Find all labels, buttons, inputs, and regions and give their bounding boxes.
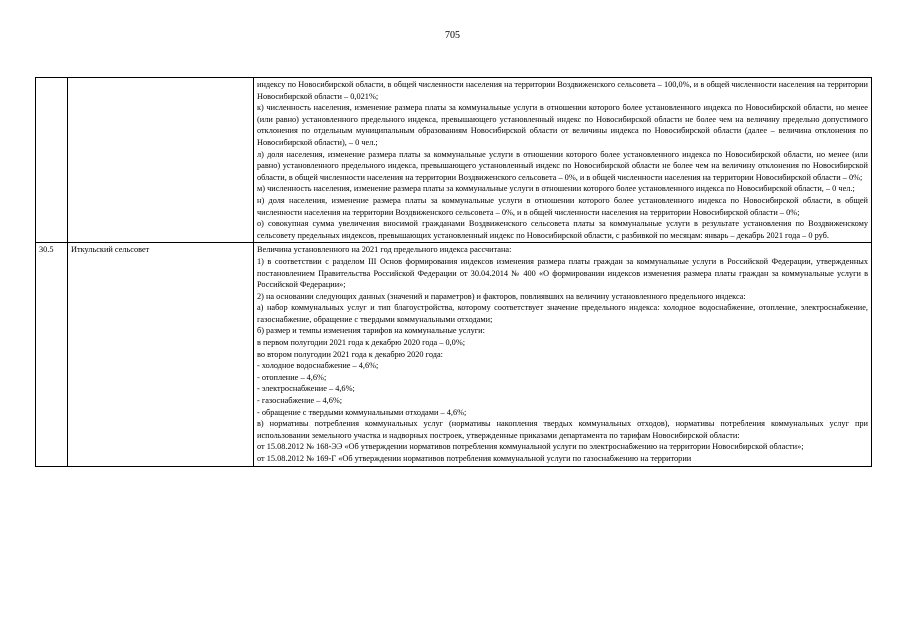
description-cell [254,78,872,243]
paragraph: в первом полугодии 2021 года к декабрю 2020 года – 0,0%; [257,338,466,348]
table-row [36,78,872,243]
paragraph: в) нормативы потребления коммунальных услуг (нормативы накопления твердых коммунальных отходов), нормативы потребления коммунальных услуг при использовании земельного участка и надворных построек, утвержденные приказами департамента по тарифам Новосибирской области: [257,419,868,440]
document-table-viewport [35,77,873,632]
paragraph: индексу по Новосибирской области, в общей численности населения на территории Воздвиженского сельсовета – 100,0%, и в общей численности населения на территории Новосибирской области – 0,021%; [257,80,868,101]
paragraph: - обращение с твердыми коммунальными отходами – 4,6%; [257,407,467,417]
paragraph: о) совокупная сумма увеличения вносимой гражданами Воздвиженского сельсовета платы за коммунальные услуги в результате установления по Воздвиженскому сельсовету предельных индексов, превышающих установленный индекс по Новосибирской области, с разбивкой по месяцам: январь – декабрь 2021 года – 0 руб. [257,219,868,240]
paragraph: м) численность населения, изменение размера платы за коммунальные услуги в отношении которого более установленного индекса по Новосибирской области, – 0 чел.; [257,184,855,194]
municipality-name-cell [68,78,254,243]
paragraph: н) доля населения, изменение размера платы за коммунальные услуги в отношении которого более установленного индекса по Новосибирской области, в общей численности населения на территории Воздвиженского сельсовета – 0%, и в общей численности населения на территории Новосибирской области – 0%; [257,195,868,217]
row-number-cell [36,78,68,243]
page-number: 705 [445,30,460,41]
paragraph: - электроснабжение – 4,6%; [257,384,355,394]
paragraph: Величина установленного на 2021 год предельного индекса рассчитана: [257,245,512,255]
paragraph: а) набор коммунальных услуг и тип благоустройства, которому соответствует значение предельного индекса: холодное водоснабжение, отопление, электроснабжение, газоснабжение, обращение с твердыми коммунальными отходами; [257,303,868,324]
description-cell [254,243,872,466]
paragraph: - холодное водоснабжение – 4,6%; [257,361,379,371]
paragraph: - газоснабжение – 4,6%; [257,396,343,406]
paragraph: л) доля населения, изменение размера платы за коммунальные услуги в отношении которого более установленного индекса по Новосибирской области, но менее (или равно) установленного предельного индекса, превышающего установленный индекс по Новосибирской области не более чем на величину отклонения по Новосибирской области, в общей численности населения на территории Воздвиженского сельсовета – 0%, и в общей численности населения на территории Новосибирской области – 0%; [257,149,868,182]
paragraph: к) численность населения, изменение размера платы за коммунальные услуги в отношении которого более установленного индекса по Новосибирской области, но менее (или равно) установленного предельного индекса, превышающего установленный индекс по Новосибирской области не более чем на величину предельно допустимого отклонения по отдельным муниципальным образованиям Новосибирской области от величины индекса по Новосибирской области (далее – величина отклонения по Новосибирской области), – 0 чел.; [257,103,868,147]
paragraph: б) размер и темпы изменения тарифов на коммунальные услуги: [257,326,485,336]
row-number-cell: 30.5 [36,243,68,466]
paragraph: от 15.08.2012 № 168-ЭЭ «Об утверждении нормативов потребления коммунальной услуги по электроснабжению на территории Новосибирской области»; [257,442,804,452]
table-row [36,243,872,466]
paragraph: 2) на основании следующих данных (значений и параметров) и факторов, повлиявших на величину установленного предельного индекса: [257,291,746,301]
paragraph: от 15.08.2012 № 169-Г «Об утверждении нормативов потребления коммунальной услуги по газоснабжению на территории [257,454,692,463]
document-table [35,77,872,467]
paragraph: - отопление – 4,6%; [257,372,327,382]
municipality-name-cell: Иткульский сельсовет [68,243,254,466]
paragraph: 1) в соответствии с разделом III Основ формирования индексов изменения размера платы граждан за коммунальные услуги в Российской Федерации, утвержденных постановлением Правительства Российской Федерации от 30.04.2014 № 400 «О формировании индексов изменения размера платы граждан за коммунальные услуги в Российской Федерации»; [257,256,868,290]
paragraph: во втором полугодии 2021 года к декабрю 2020 года: [257,349,443,359]
